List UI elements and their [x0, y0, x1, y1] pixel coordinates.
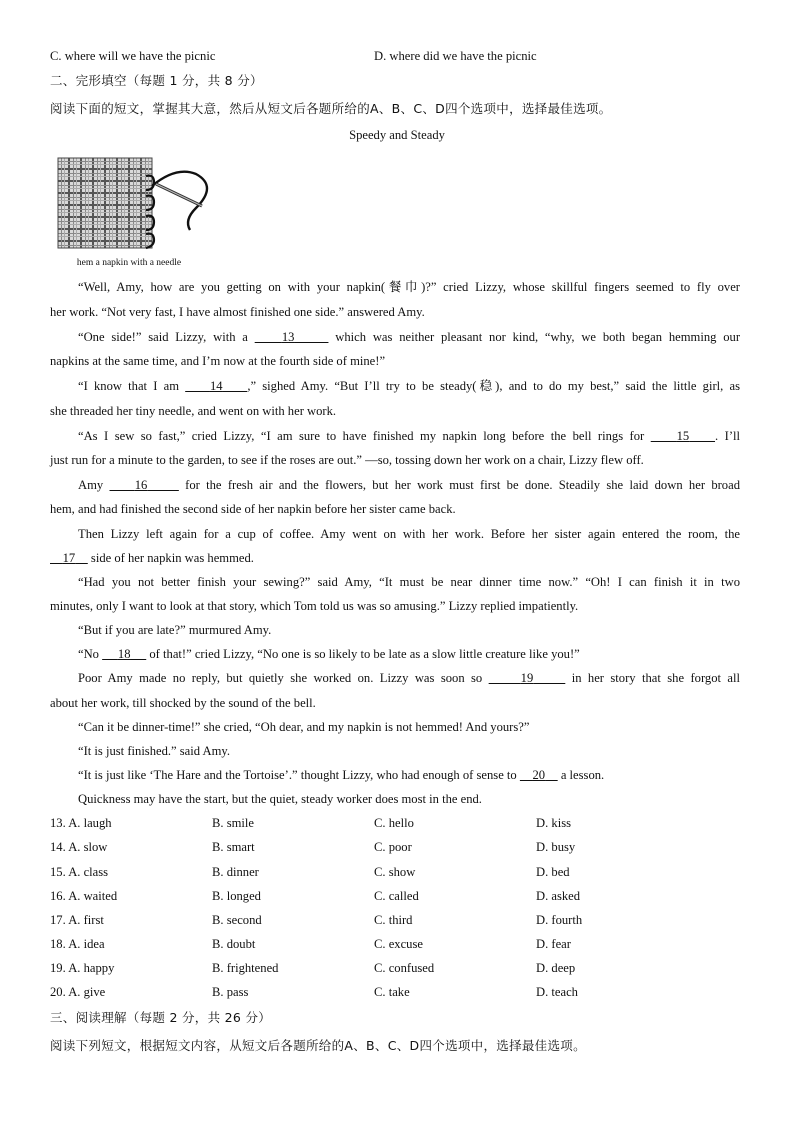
q13-option-d: D. kiss — [536, 816, 571, 830]
q20-option-d: D. teach — [536, 985, 578, 999]
para-7-line-1: “Had you not better finish your sewing?” said Amy, “It must be near dinner time now.” “Oh! I can finish it in two — [78, 575, 740, 589]
prev-option-c: C. where will we have the picnic — [50, 49, 216, 63]
image-caption: hem a napkin with a needle — [76, 258, 182, 268]
para-10-text-b: in her story that she forgot all — [565, 671, 741, 685]
blank-14-number: 14 — [209, 379, 223, 393]
q14-option-b: B. smart — [212, 840, 255, 854]
para-4-line-1 — [50, 428, 740, 444]
para-11: “Can it be dinner-time!” she cried, “Oh dear, and my napkin is not hemmed! And yours?” — [78, 720, 530, 734]
para-14: Quickness may have the start, but the quiet, steady worker does most in the end. — [78, 792, 482, 806]
q16-option-b: B. longed — [212, 889, 261, 903]
blank-20 — [520, 768, 558, 782]
para-9-text-b: of that!” cried Lizzy, “No one is so likely to be late as a slow little creature like you!” — [146, 647, 580, 661]
para-3-line-1 — [50, 378, 740, 394]
blank-19-number: 19 — [520, 671, 534, 685]
para-2-text-a: “One side!” said Lizzy, with a — [78, 330, 255, 344]
para-4-line-2: just run for a minute to the garden, to see if the roses are out.” —so, tossing down her work on a chair, Lizzy flew off. — [50, 453, 644, 467]
q14-option-a: 14. A. slow — [50, 840, 108, 854]
q15-option-a: 15. A. class — [50, 865, 109, 879]
blank-17 — [50, 551, 88, 565]
para-9-text-a: “No — [78, 647, 103, 661]
section-3-instruction: 阅读下列短文，根据短文内容，从短文后各题所给的A、B、C、D四个选项中，选择最佳选项。 — [50, 1038, 586, 1053]
para-9 — [50, 646, 740, 662]
blank-18 — [102, 647, 146, 661]
para-5-text-a: Amy — [78, 478, 110, 492]
para-7-line-2: minutes, only I want to look at that story, which Tom told us was so amusing.” Lizzy replied impatiently. — [50, 599, 579, 613]
q20-option-b: B. pass — [212, 985, 249, 999]
para-3-text-a: “I know that I am — [78, 379, 186, 393]
q20-option-c: C. take — [374, 985, 410, 999]
blank-15-number: 15 — [676, 429, 690, 443]
para-13-text-b: a lesson. — [557, 768, 605, 782]
q13-option-c: C. hello — [374, 816, 414, 830]
para-3-line-2: she threaded her tiny needle, and went on with her work. — [50, 404, 337, 418]
q16-option-a: 16. A. waited — [50, 889, 118, 903]
q16-option-c: C. called — [374, 889, 419, 903]
para-10-text-a: Poor Amy made no reply, but quietly she worked on. Lizzy was soon so — [78, 671, 489, 685]
section-2-instruction: 阅读下面的短文，掌握其大意，然后从短文后各题所给的A、B、C、D四个选项中，选择最佳选项。 — [50, 101, 612, 116]
section-2-heading: 二、完形填空（每题 1 分，共 8 分） — [50, 73, 263, 88]
q17-option-c: C. third — [374, 913, 413, 927]
prev-option-d: D. where did we have the picnic — [374, 49, 537, 63]
blank-19 — [489, 671, 566, 685]
section-3-heading: 三、阅读理解（每题 2 分，共 26 分） — [50, 1010, 272, 1025]
q17-option-b: B. second — [212, 913, 262, 927]
blank-20-number: 20 — [532, 768, 546, 782]
para-8: “But if you are late?” murmured Amy. — [78, 623, 272, 637]
para-6-line-1: Then Lizzy left again for a cup of coffee. Amy went on with her work. Before her sister again entered the room, the — [78, 527, 740, 541]
q14-option-d: D. busy — [536, 840, 576, 854]
napkin-illustration — [56, 156, 216, 258]
passage-title: Speedy and Steady — [349, 128, 445, 142]
para-2-text-b: which was neither pleasant nor kind, “why, we both began hemming our — [328, 330, 741, 344]
para-6-text-b: side of her napkin was hemmed. — [87, 551, 254, 565]
q18-option-a: 18. A. idea — [50, 937, 105, 951]
q18-option-c: C. excuse — [374, 937, 423, 951]
blank-13-number: 13 — [281, 330, 295, 344]
para-13 — [50, 767, 740, 783]
para-10-line-2: about her work, till shocked by the sound of the bell. — [50, 696, 316, 710]
q13-option-a: 13. A. laugh — [50, 816, 112, 830]
para-3-text-b: ,” sighed Amy. “But I’ll try to be steady(稳), and to do my best,” said the little girl, as — [247, 379, 740, 393]
para-1-line-1: “Well, Amy, how are you getting on with your napkin(餐巾)?” cried Lizzy, whose skillful fingers seemed to fly over — [78, 280, 740, 294]
blank-14 — [185, 379, 247, 393]
para-5-line-2: hem, and had finished the second side of her napkin before her sister came back. — [50, 502, 456, 516]
q15-option-c: C. show — [374, 865, 416, 879]
blank-13 — [255, 330, 329, 344]
para-6-line-2 — [50, 550, 740, 566]
q15-option-b: B. dinner — [212, 865, 259, 879]
q18-option-b: B. doubt — [212, 937, 256, 951]
para-2-line-2: napkins at the same time, and I’m now at the fourth side of mine!” — [50, 354, 386, 368]
q17-option-d: D. fourth — [536, 913, 583, 927]
para-13-text-a: “It is just like ‘The Hare and the Tortoise’.” thought Lizzy, who had enough of sense to — [78, 768, 520, 782]
blank-17-number: 17 — [62, 551, 76, 565]
q14-option-c: C. poor — [374, 840, 412, 854]
q19-option-c: C. confused — [374, 961, 435, 975]
q19-option-a: 19. A. happy — [50, 961, 115, 975]
blank-16 — [110, 478, 179, 492]
blank-15 — [651, 429, 715, 443]
q19-option-b: B. frightened — [212, 961, 279, 975]
para-12: “It is just finished.” said Amy. — [78, 744, 231, 758]
para-4-text-a: “As I sew so fast,” cried Lizzy, “I am sure to have finished my napkin long before the bell rings for — [78, 429, 651, 443]
q15-option-d: D. bed — [536, 865, 570, 879]
blank-18-number: 18 — [117, 647, 131, 661]
blank-16-number: 16 — [134, 478, 148, 492]
para-10-line-1 — [50, 670, 740, 686]
para-2-line-1 — [50, 329, 740, 345]
para-1-line-2: her work. “Not very fast, I have almost finished one side.” answered Amy. — [50, 305, 425, 319]
q13-option-b: B. smile — [212, 816, 254, 830]
para-4-text-b: . I’ll — [715, 429, 741, 443]
q19-option-d: D. deep — [536, 961, 576, 975]
napkin-needle-icon — [56, 156, 216, 254]
q20-option-a: 20. A. give — [50, 985, 106, 999]
q18-option-d: D. fear — [536, 937, 571, 951]
para-5-text-b: for the fresh air and the flowers, but her work must first be done. Steadily she laid down her broad — [178, 478, 740, 492]
q17-option-a: 17. A. first — [50, 913, 104, 927]
q16-option-d: D. asked — [536, 889, 581, 903]
para-5-line-1 — [50, 477, 740, 493]
